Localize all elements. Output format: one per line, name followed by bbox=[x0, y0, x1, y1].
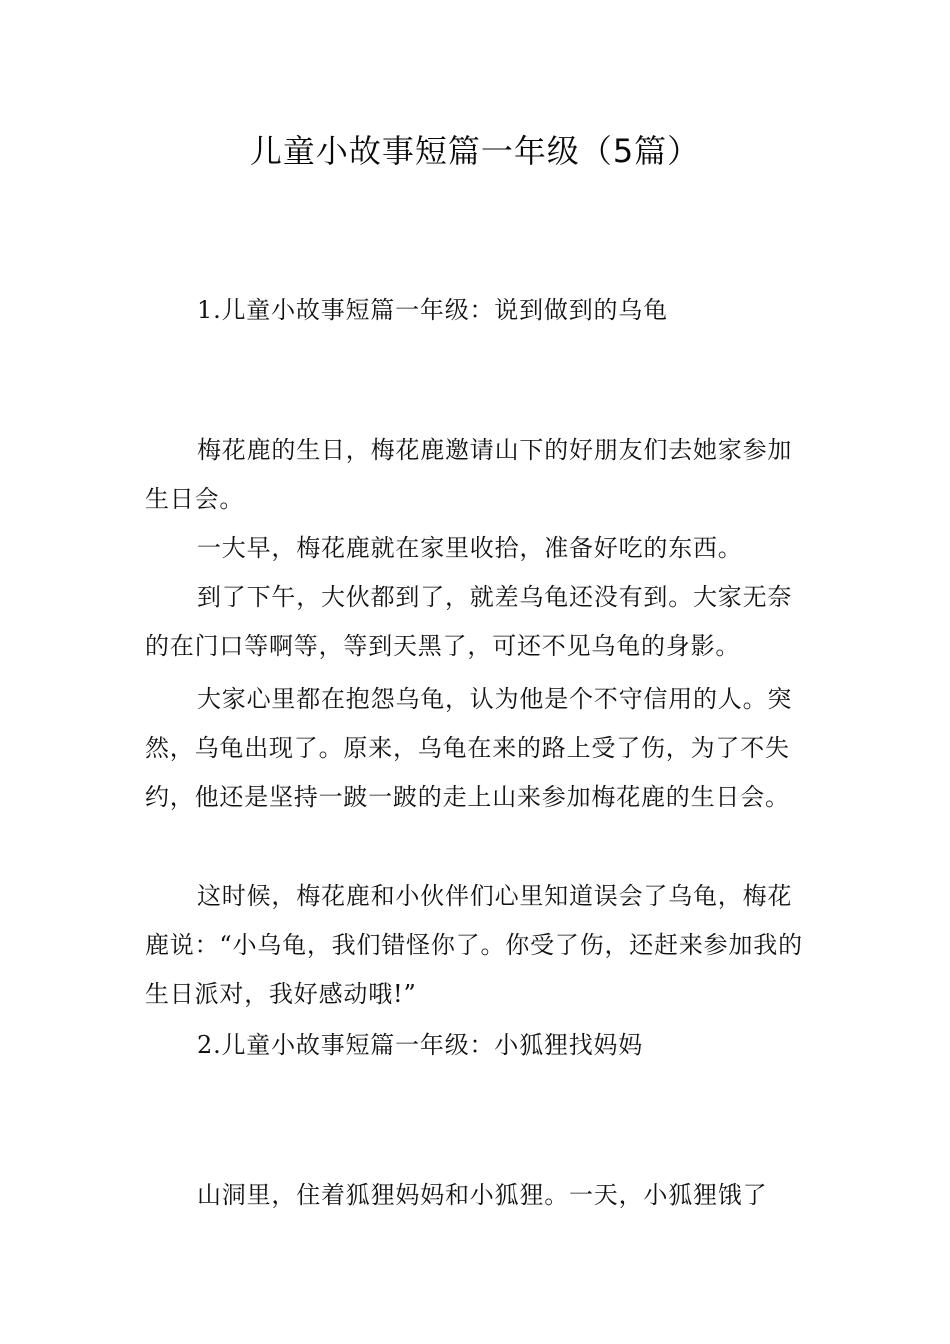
paragraph: 一大早，梅花鹿就在家里收拾，准备好吃的东西。 bbox=[197, 534, 743, 562]
paragraph: 山洞里，住着狐狸妈妈和小狐狸。一天，小狐狸饿了 bbox=[197, 1181, 768, 1209]
paragraph: 大家心里都在抱怨乌龟，认为他是个不守信用的人。突然，乌龟出现了。原来，乌龟在来的路上受了伤，为了不失约，他还是坚持一跛一跛的走上山来参加梅花鹿的生日会。 bbox=[145, 685, 793, 811]
document-title: 儿童小故事短篇一年级（5篇） bbox=[249, 132, 701, 170]
section-heading-2: 2.儿童小故事短篇一年级：小狐狸找妈妈 bbox=[197, 1031, 644, 1059]
paragraph: 到了下午，大伙都到了，就差乌龟还没有到。大家无奈的在门口等啊等，等到天黑了，可还不见乌龟的身影。 bbox=[145, 583, 793, 660]
paragraph: 梅花鹿的生日，梅花鹿邀请山下的好朋友们去她家参加生日会。 bbox=[145, 436, 793, 513]
section-heading-1: 1.儿童小故事短篇一年级：说到做到的乌龟 bbox=[197, 296, 668, 324]
paragraph: 这时候，梅花鹿和小伙伴们心里知道误会了乌龟，梅花鹿说：“小乌龟，我们错怪你了。你受了伤，还赶来参加我的生日派对，我好感动哦!” bbox=[145, 882, 803, 1008]
